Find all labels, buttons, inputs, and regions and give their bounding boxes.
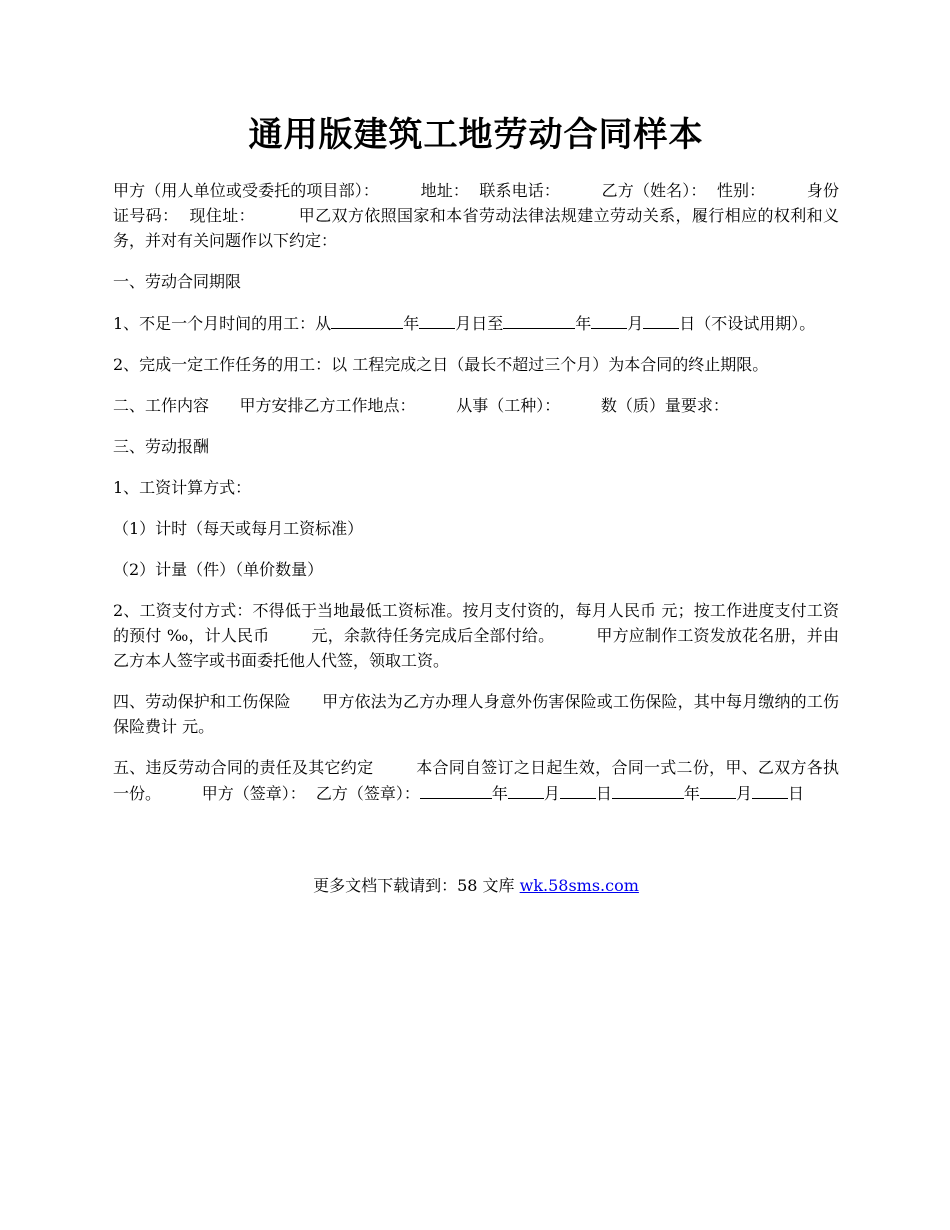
text-fragment: 五、违反劳动合同的责任及其它约定 本合同自签订之日起生效，合同一式二份，甲、乙双方各执一份。 甲方（签章）： 乙方（签章）： bbox=[113, 758, 839, 803]
footer-text: 更多文档下载请到：58 文库 bbox=[313, 876, 520, 895]
document-body bbox=[113, 178, 839, 822]
section-3-item-1: 1、工资计算方式： bbox=[113, 478, 252, 497]
text-fragment: 年 bbox=[575, 314, 592, 333]
section-3-item-1-sub-2: （2）计量（件）（单价数量） bbox=[113, 560, 324, 579]
text-fragment: 1、不足一个月时间的用工：从 bbox=[113, 314, 332, 333]
section-1-item-1 bbox=[113, 310, 839, 336]
section-2: 二、工作内容 甲方安排乙方工作地点： 从事（工种）： 数（质）量要求： bbox=[113, 396, 729, 415]
section-4: 四、劳动保护和工伤保险 甲方依法为乙方办理人身意外伤害保险或工伤保险，其中每月缴纳的工伤保险费计 元。 bbox=[113, 692, 839, 736]
footer bbox=[113, 874, 839, 898]
intro-paragraph: 甲方（用人单位或受委托的项目部）： 地址： 联系电话： 乙方（姓名）： 性别： 身份证号码： 现住址： 甲乙双方依照国家和本省劳动法律法规建立劳动关系，履行相应的权利和义务，并对有关问题作以下约定： bbox=[113, 181, 839, 250]
blank-line bbox=[612, 780, 684, 799]
section-5 bbox=[113, 755, 839, 806]
blank-line bbox=[331, 310, 403, 329]
text-fragment: 年 bbox=[491, 784, 508, 803]
section-3-item-2: 2、工资支付方式：不得低于当地最低工资标准。按月支付资的，每月人民币 元；按工作进度支付工资的预付 ‰，计人民币 元，余款待任务完成后全部付给。 甲方应制作工资发放花名册，并由乙方本人签字或书面委托他人代签，领取工资。 bbox=[113, 601, 839, 670]
text-fragment: 年 bbox=[683, 784, 700, 803]
text-fragment: 日 bbox=[787, 784, 804, 803]
text-fragment: 日 bbox=[595, 784, 612, 803]
blank-line bbox=[508, 780, 544, 799]
blank-line bbox=[419, 310, 455, 329]
section-1-heading: 一、劳动合同期限 bbox=[113, 272, 242, 291]
blank-line bbox=[560, 780, 596, 799]
blank-line bbox=[420, 780, 492, 799]
text-fragment: 月 bbox=[627, 314, 644, 333]
document-title: 通用版建筑工地劳动合同样本 bbox=[248, 115, 704, 155]
text-fragment: 月 bbox=[735, 784, 752, 803]
section-1-item-2: 2、完成一定工作任务的用工：以 工程完成之日（最长不超过三个月）为本合同的终止期限。 bbox=[113, 355, 769, 374]
footer-link[interactable]: wk.58sms.com bbox=[519, 876, 639, 895]
blank-line bbox=[503, 310, 575, 329]
text-fragment: 日（不设试用期）。 bbox=[679, 314, 816, 333]
blank-line bbox=[752, 780, 788, 799]
text-fragment: 月日至 bbox=[455, 314, 504, 333]
text-fragment: 年 bbox=[403, 314, 420, 333]
blank-line bbox=[643, 310, 679, 329]
blank-line bbox=[700, 780, 736, 799]
blank-line bbox=[591, 310, 627, 329]
section-3-heading: 三、劳动报酬 bbox=[113, 437, 210, 456]
text-fragment: 月 bbox=[543, 784, 560, 803]
section-3-item-1-sub-1: （1）计时（每天或每月工资标准） bbox=[113, 519, 364, 538]
